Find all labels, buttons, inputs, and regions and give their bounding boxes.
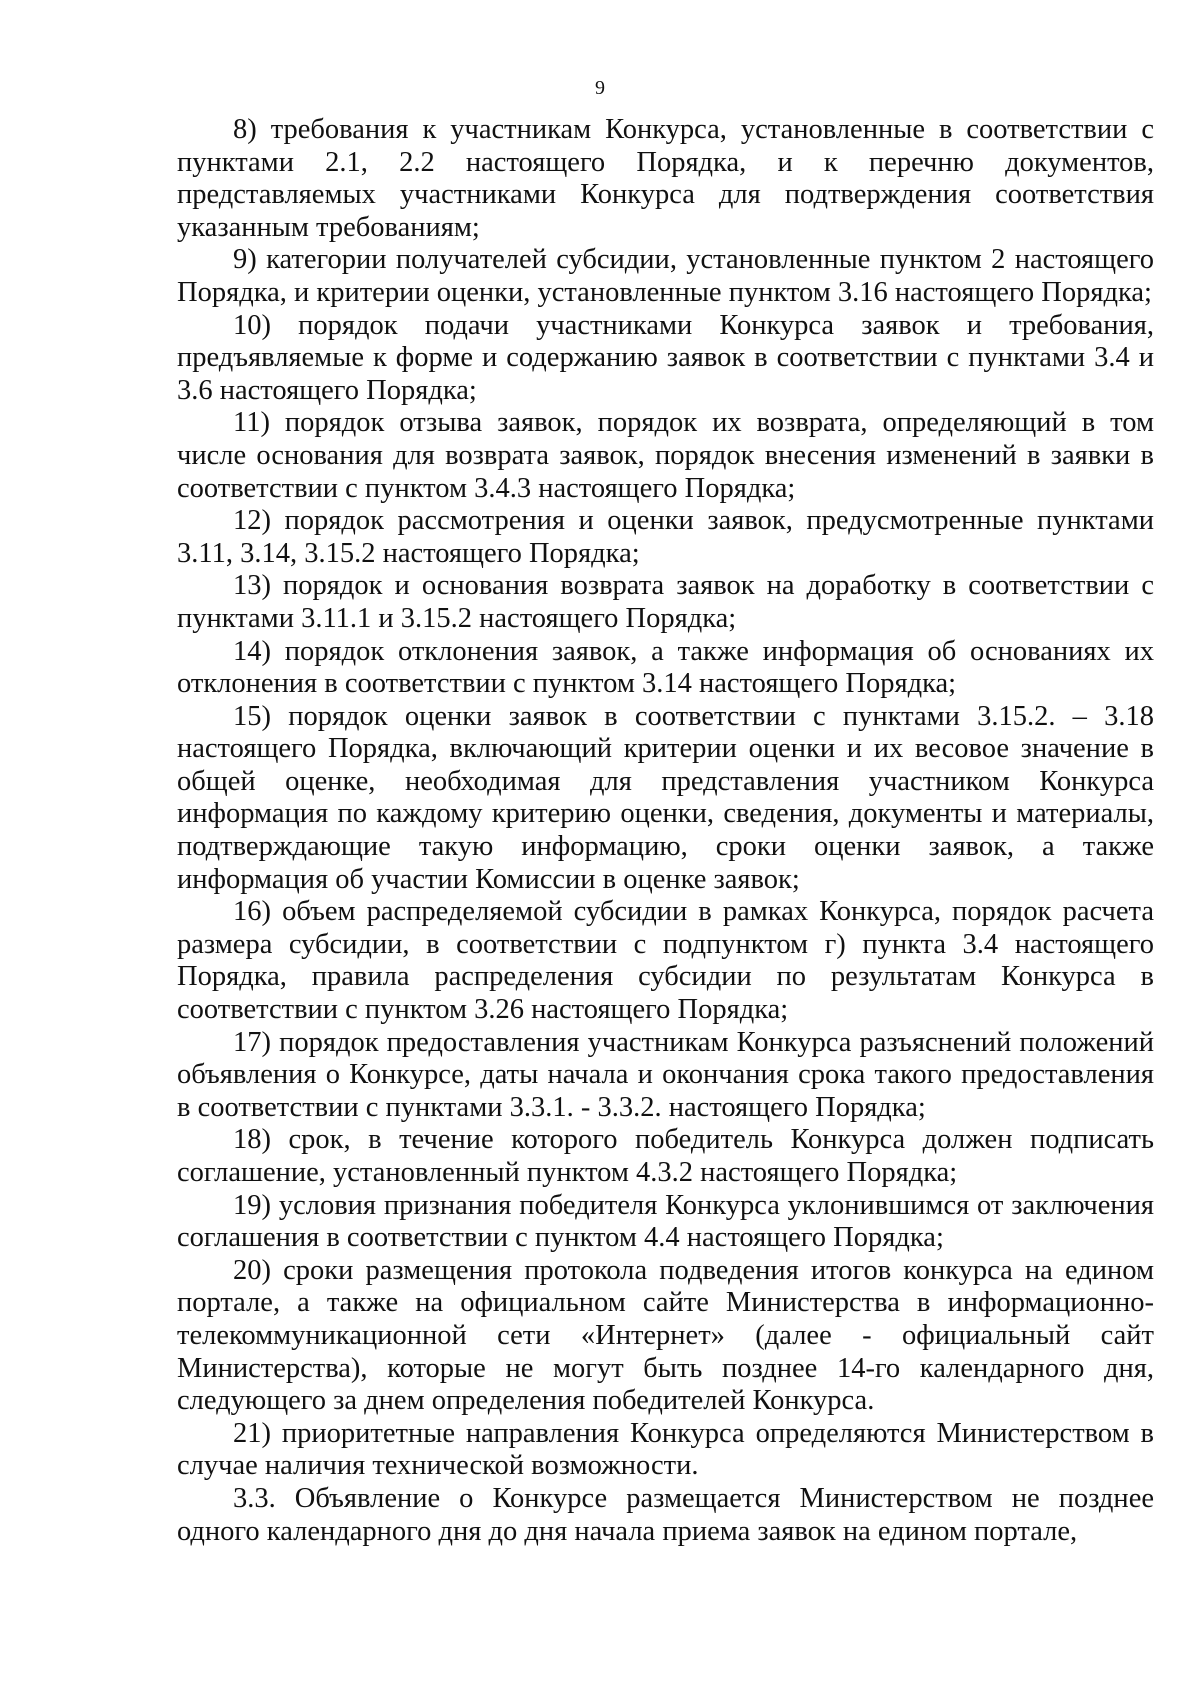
- paragraph-section-3-3: 3.3. Объявление о Конкурсе размещается Министерством не позднее одного календарного дня до дня начала приема заявок на едином портале,: [177, 1482, 1154, 1547]
- paragraph-item-19: 19) условия признания победителя Конкурса уклонившимся от заключения соглашения в соответствии с пунктом 4.4 настоящего Порядка;: [177, 1189, 1154, 1254]
- paragraph-item-12: 12) порядок рассмотрения и оценки заявок, предусмотренные пунктами 3.11, 3.14, 3.15.2 настоящего Порядка;: [177, 505, 1154, 569]
- paragraph-item-8: 8) требования к участникам Конкурса, установленные в соответствии с пунктами 2.1, 2.2 настоящего Порядка, и к перечню документов, представляемых участниками Конкурса для подтверждения соответствия указанным требованиям;: [177, 114, 1154, 243]
- paragraph-item-18: 18) срок, в течение которого победитель Конкурса должен подписать соглашение, установленный пунктом 4.3.2 настоящего Порядка;: [177, 1124, 1154, 1188]
- page-number: 9: [595, 77, 605, 99]
- paragraph-item-21: 21) приоритетные направления Конкурса определяются Министерством в случае наличия технической возможности.: [177, 1417, 1154, 1482]
- paragraph-item-14: 14) порядок отклонения заявок, а также информация об основаниях их отклонения в соответствии с пунктом 3.14 настоящего Порядка;: [177, 635, 1154, 700]
- paragraph-item-20: 20) сроки размещения протокола подведения итогов конкурса на едином портале, а также на официальном сайте Министерства в информационно-телекоммуникационной сети «Интернет» (далее - официальный сайт Министерства), которые не могут быть позднее 14-го календарного дня, следующего за днем определения победителей Конкурса.: [177, 1254, 1154, 1417]
- document-body: [177, 114, 1154, 1548]
- paragraph-item-17: 17) порядок предоставления участникам Конкурса разъяснений положений объявления о Конкурсе, даты начала и окончания срока такого предоставления в соответствии с пунктами 3.3.1. - 3.3.2. настоящего Порядка;: [177, 1026, 1154, 1123]
- paragraph-item-9: 9) категории получателей субсидии, установленные пунктом 2 настоящего Порядка, и критерии оценки, установленные пунктом 3.16 настоящего Порядка;: [177, 244, 1154, 308]
- paragraph-item-13: 13) порядок и основания возврата заявок на доработку в соответствии с пунктами 3.11.1 и 3.15.2 настоящего Порядка;: [177, 570, 1154, 634]
- paragraph-item-16: 16) объем распределяемой субсидии в рамках Конкурса, порядок расчета размера субсидии, в соответствии с подпунктом г) пункта 3.4 настоящего Порядка, правила распределения субсидии по результатам Конкурса в соответствии с пунктом 3.26 настоящего Порядка;: [177, 896, 1154, 1026]
- paragraph-item-11: 11) порядок отзыва заявок, порядок их возврата, определяющий в том числе основания для возврата заявок, порядок внесения изменений в заявки в соответствии с пунктом 3.4.3 настоящего Порядка;: [177, 407, 1154, 504]
- paragraph-item-10: 10) порядок подачи участниками Конкурса заявок и требования, предъявляемые к форме и содержанию заявок в соответствии с пунктами 3.4 и 3.6 настоящего Порядка;: [177, 309, 1154, 406]
- paragraph-item-15: 15) порядок оценки заявок в соответствии с пунктами 3.15.2. – 3.18 настоящего Порядка, включающий критерии оценки и их весовое значение в общей оценке, необходимая для представления участником Конкурса информация по каждому критерию оценки, сведения, документы и материалы, подтверждающие такую информацию, сроки оценки заявок, а также информация об участии Комиссии в оценке заявок;: [177, 700, 1154, 895]
